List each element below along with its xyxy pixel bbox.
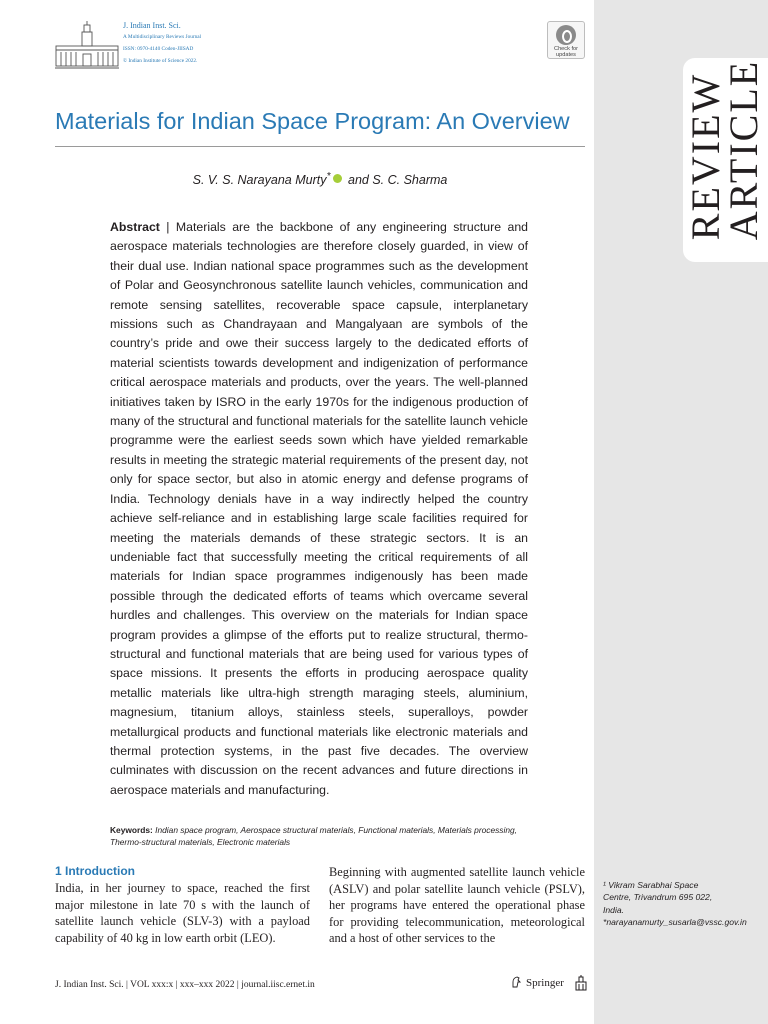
body-column-left: India, in her journey to space, reached the first major milestone in late 70 s with the launch of satellite launch vehicle (SLV-3) with a payload capability of 40 kg in low earth orbit (LEO). — [55, 881, 310, 945]
title-divider — [55, 146, 585, 147]
article-type-line1: REVIEW — [683, 72, 728, 241]
author-2[interactable]: S. C. Sharma — [372, 173, 448, 188]
check-for-updates-icon — [556, 25, 576, 45]
abstract — [110, 218, 528, 800]
abstract-text: Materials are the backbone of any engineering structure and aerospace materials technologies are therefore closely guarded, in view of their dual use. Indian national space programmes such as the development of Polar and Geosynchronous satellite launch vehicles, communication and remote sensing satellites, recoverable space capsule, interplanetary missions such as Chandrayaan and Mangalyaan are symbols of the country’s pride and owe their success largely to the dedicated efforts of material scientists towards development and indigenization of performance critical aerospace materials and products, over the years. The well-planned initiatives taken by ISRO in the early 1970s for the indigenous production of many of the structural and functional materials for the satellite launch vehicle programme were the earliest seeds sown which have yielded remarkable results in meeting the strategic material requirements of the present day, not only for space sector, but also in atomic energy and defense programs of India. Technology denials have in a way indirectly helped the country achieve self-reliance and in establishing large scale facilities required for meeting the materials demands of these strategic sectors. It is an undeniable fact that successfully meeting the critical requirements of all materials for Indian space programmes indigenously has been made possible through the dedicated efforts of teams which overcame several hurdles and challenges. This overview on the materials for Indian space program provides a glimpse of the efforts put to realize structural, thermo-structural and functional materials that are being used for various types of space missions. It presents the efforts in producing aerospace quality metallic materials like ultra-high strength maraging steels, aluminium, magnesium, titanium alloys, stainless steels, superalloys, powder metallurgical products and functional materials like electronic materials and thermal protection systems, in the past five decades. The overview culminates with discussion on the recent advances and future directions in aerospace materials and manufacturing. — [110, 220, 529, 797]
journal-title: J. Indian Inst. Sci. — [123, 21, 181, 30]
author-join: and — [344, 173, 373, 188]
footer-citation: J. Indian Inst. Sci. | VOL xxx:x | xxx–xxx 2022 | journal.iisc.ernet.in — [55, 980, 315, 990]
keywords-text: Indian space program, Aerospace structural materials, Functional materials, Materials processing, Thermo-structural materials, Electronic materials — [110, 825, 517, 847]
publisher-name: Springer — [526, 977, 564, 989]
abstract-separator: | — [159, 220, 176, 234]
abstract-label: Abstract — [110, 220, 160, 234]
orcid-icon[interactable] — [333, 174, 342, 183]
iisc-building-logo-icon — [55, 20, 119, 70]
corresponding-mark: * — [326, 171, 331, 182]
article-type-line2: ARTICLE — [721, 59, 766, 241]
springer-logo[interactable] — [510, 976, 564, 989]
section-heading-introduction: 1 Introduction — [55, 864, 135, 878]
affiliation-footnote — [603, 879, 747, 928]
journal-info — [123, 21, 201, 67]
check-updates-line2: updates — [556, 52, 576, 58]
journal-issn: ISSN: 0970-4140 Coden-JIISAD — [123, 46, 194, 52]
body-column-right: Beginning with augmented satellite launch vehicle (ASLV) and polar satellite launch vehicle (PSLV), her programs have entered the operational phase for providing telecommunication, meteorological and a host of other services to the — [329, 865, 585, 946]
article-type-label — [683, 59, 766, 241]
author-1[interactable]: S. V. S. Narayana Murty — [192, 173, 327, 188]
springer-horse-icon — [510, 976, 522, 988]
article-title: Materials for Indian Space Program: An Overview — [55, 108, 570, 134]
iisc-mini-logo-icon — [575, 975, 587, 991]
journal-copyright: © Indian Institute of Science 2022. — [123, 58, 198, 64]
footnote-affiliation: ¹ Vikram Sarabhai Space Centre, Trivandrum 695 022, India. — [603, 880, 713, 915]
keywords — [110, 824, 528, 848]
check-for-updates-button[interactable] — [547, 21, 585, 59]
check-updates-line1: Check for — [554, 46, 578, 52]
journal-subtitle: A Multidisciplinary Reviews Journal — [123, 34, 202, 40]
author-line — [0, 171, 640, 187]
footnote-email[interactable]: *narayanamurty_susarla@vssc.gov.in — [603, 916, 747, 927]
keywords-label: Keywords: — [110, 825, 153, 835]
